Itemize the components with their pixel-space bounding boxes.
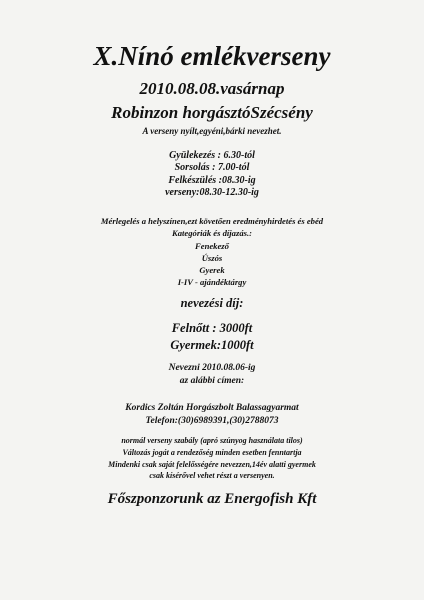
rule-line: Változás jogát a rendezőség minden esetben fenntartja (122, 447, 302, 457)
event-title: X.Nínó emlékverseny (93, 41, 331, 71)
event-venue: Robinzon horgásztóSzécsény (111, 103, 313, 122)
weighing-block (0, 215, 424, 289)
fee-child: Gyermek:1000ft (170, 338, 254, 352)
schedule-item: verseny:08.30-12.30-ig (165, 186, 259, 198)
category-item: Fenekező (195, 240, 229, 251)
schedule-item: Felkészülés :08.30-ig (168, 174, 256, 186)
rule-line: Mindenki csak saját felelősségére nevezzen,14év alatti gyermek (108, 459, 316, 469)
rules-block (0, 435, 424, 482)
shop-name: Kordics Zoltán Horgászbolt Balassagyarmat (125, 403, 299, 413)
address-block (0, 402, 424, 427)
weighing-note: Mérlegelés a helyszínen,ezt követően eredményhirdetés és ebéd (100, 216, 324, 226)
deadline-date: Nevezni 2010.08.06-ig (168, 363, 256, 373)
fee-adult: Felnőtt : 3000ft (171, 321, 253, 335)
event-date: 2010.08.08.vasárnap (139, 79, 285, 98)
category-item: Gyerek (199, 265, 225, 276)
deadline-address-label: az alábbi címen: (179, 375, 245, 386)
event-intro: A verseny nyílt,egyéni,bárki nevezhet. (142, 126, 282, 136)
shop-phone: Telefon:(30)6989391,(30)2788073 (145, 415, 279, 426)
schedule-item: Sorsolás : 7.00-tól (174, 162, 250, 174)
fee-block (0, 320, 424, 354)
prize-item: I-IV - ajándéktárgy (177, 277, 247, 288)
schedule-item: Gyülekezés : 6.30-tól (169, 150, 255, 161)
schedule-block (0, 150, 424, 199)
rule-line: csak kísérővel vehet részt a versenyen. (149, 471, 275, 481)
category-item: Úszós (201, 252, 223, 263)
rule-line: normál verseny szabály (apró szúnyog használata tilos) (121, 436, 303, 445)
sponsor-line: Főszponzorunk az Energofish Kft (107, 491, 317, 507)
categories-heading: Kategóriák és díjazás.: (172, 228, 252, 239)
fee-heading: nevezési díj: (180, 296, 244, 310)
deadline-block (0, 362, 424, 387)
